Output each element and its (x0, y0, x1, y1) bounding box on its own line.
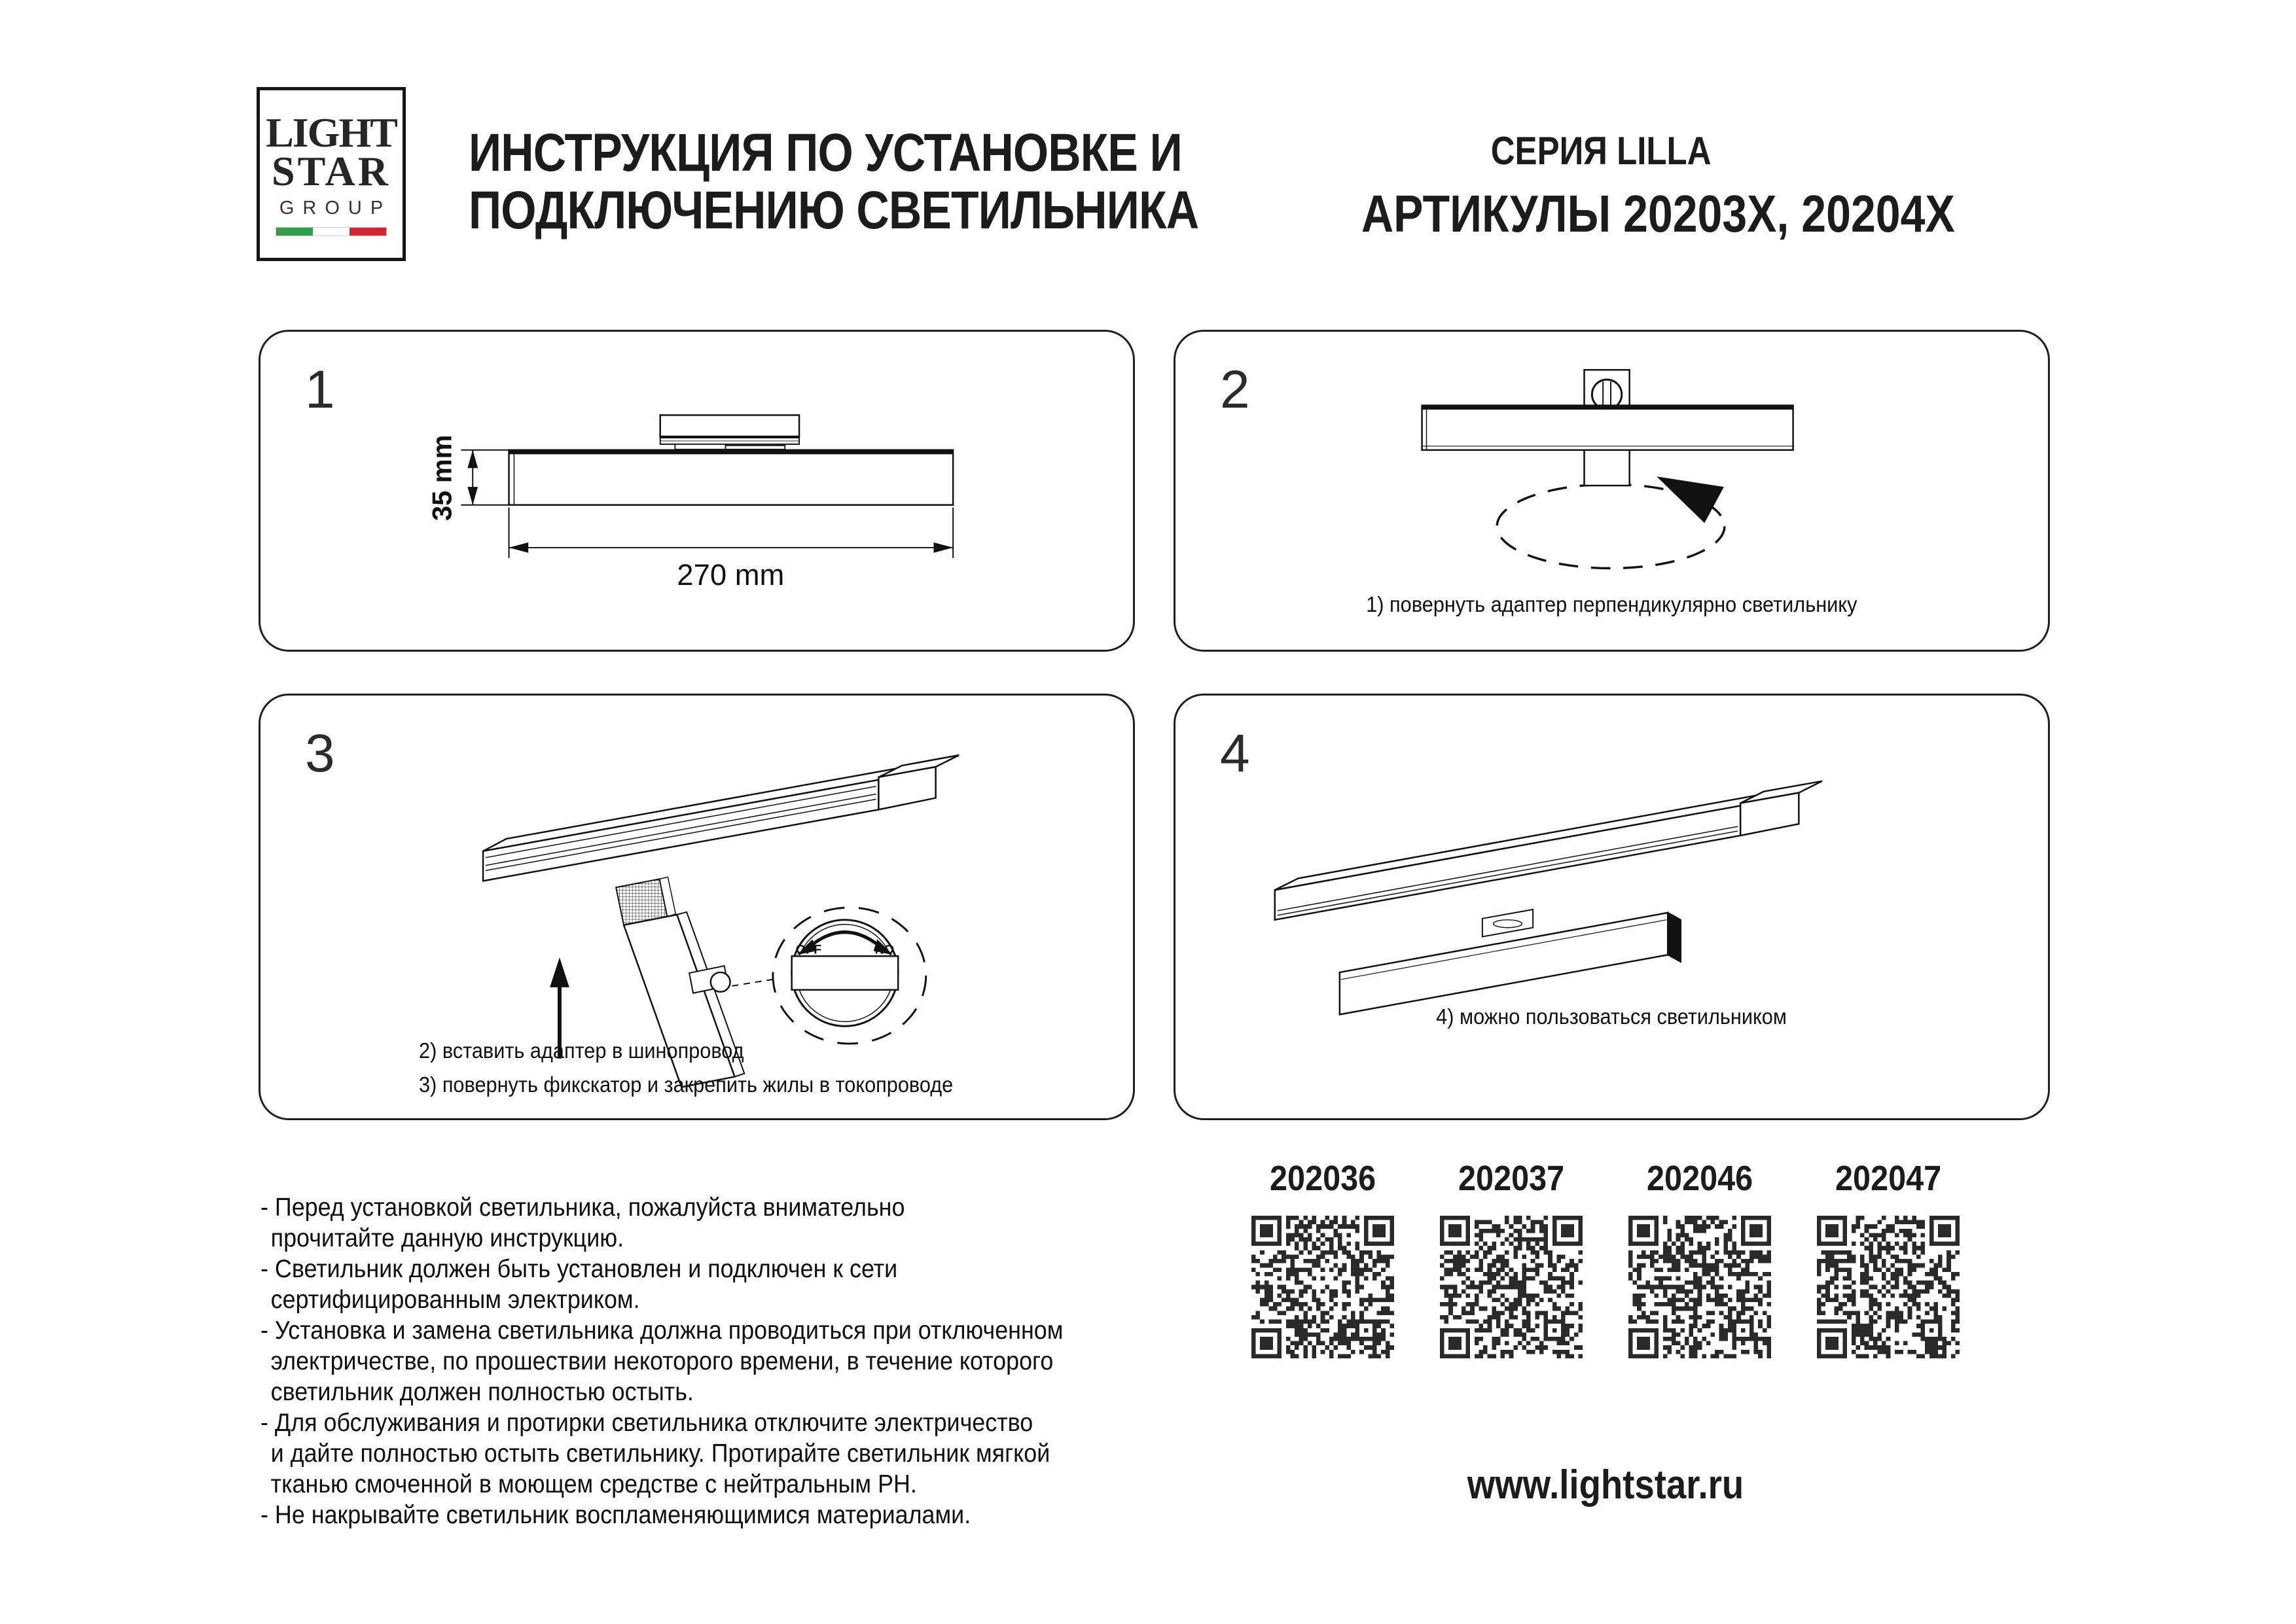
warning-line: электричестве, по прошествии некоторого времени, в течение которого (270, 1347, 1054, 1375)
qr-code (1628, 1216, 1771, 1358)
flag-green (276, 228, 313, 236)
articles: АРТИКУЛЫ 20203X, 20204X (1361, 185, 1955, 243)
warning-line: светильник должен полностью остыть. (270, 1378, 694, 1406)
warning-line: - Перед установкой светильника, пожалуйста внимательно (260, 1193, 905, 1222)
qr-code (1251, 1216, 1394, 1358)
detail-on-label: NO (874, 942, 895, 957)
warning-line: сертифицированным электриком. (270, 1286, 640, 1314)
qr-item-202037 (1426, 1158, 1596, 1358)
warning-line: и дайте полностью остыть светильнику. Протирайте светильник мягкой (270, 1439, 1050, 1468)
lightstar-logo (257, 87, 406, 261)
step-number-1: 1 (305, 360, 335, 419)
dim-35mm: 35 mm (426, 434, 457, 521)
step-number-4: 4 (1220, 724, 1250, 783)
qr-item-202047 (1803, 1158, 1973, 1358)
step4-caption: 4) можно пользоваться светильником (1436, 1004, 1787, 1029)
step-panel-4 (1174, 694, 2050, 1120)
page-title (469, 124, 1198, 239)
logo-word-group: GROUP (279, 197, 392, 219)
qr-label: 202046 (1646, 1159, 1753, 1198)
step-panel-1 (259, 330, 1135, 652)
flag-red (350, 228, 386, 236)
safety-warnings (260, 1192, 1063, 1530)
logo-word-star: STAR (272, 147, 391, 194)
warning-line: тканью смоченной в моющем средстве с нейтральным PH. (270, 1470, 917, 1498)
step4-assembled-diagram (1175, 696, 2048, 1118)
detail-off-label: OFF (795, 942, 822, 957)
step1-dimension-diagram (260, 332, 1133, 650)
dim-270mm: 270 mm (677, 558, 785, 592)
qr-label: 202047 (1835, 1159, 1942, 1198)
warning-line: - Для обслуживания и протирки светильника отключите электричество (260, 1409, 1033, 1437)
page-title-line1: ИНСТРУКЦИЯ ПО УСТАНОВКЕ И (469, 123, 1182, 183)
qr-code (1817, 1216, 1960, 1358)
italian-flag-bar (276, 228, 386, 236)
flag-white (313, 228, 350, 236)
step3-caption-line1: 2) вставить адаптер в шинопровод (419, 1038, 744, 1063)
step3-caption-line2: 3) повернуть фикскатор и закрепить жилы в токопроводе (419, 1072, 954, 1097)
warning-line: - Не накрывайте светильник воспламеняющимися материалами. (260, 1501, 971, 1529)
logo-word-light: LIGHT (266, 109, 397, 156)
warning-line: - Светильник должен быть установлен и подключен к сети (260, 1255, 898, 1283)
step2-caption: 1) повернуть адаптер перпендикулярно светильнику (1366, 592, 1857, 616)
qr-label: 202037 (1458, 1159, 1565, 1198)
series-block (1309, 128, 1955, 244)
website-url: www.lightstar.ru (1467, 1462, 1744, 1508)
series-name: СЕРИЯ LILLA (1490, 129, 1712, 173)
qr-item-202036 (1238, 1158, 1408, 1358)
warning-line: прочитайте данную инструкцию. (270, 1224, 624, 1252)
qr-code (1440, 1216, 1583, 1358)
qr-item-202046 (1615, 1158, 1785, 1358)
step-panel-3 (259, 694, 1135, 1120)
step-panel-2 (1174, 330, 2050, 652)
step-number-2: 2 (1220, 360, 1250, 419)
warning-line: - Установка и замена светильника должна проводиться при отключенном (260, 1316, 1064, 1345)
page-title-line2: ПОДКЛЮЧЕНИЮ СВЕТИЛЬНИКА (469, 181, 1199, 240)
step-number-3: 3 (305, 724, 335, 783)
qr-label: 202036 (1269, 1159, 1376, 1198)
